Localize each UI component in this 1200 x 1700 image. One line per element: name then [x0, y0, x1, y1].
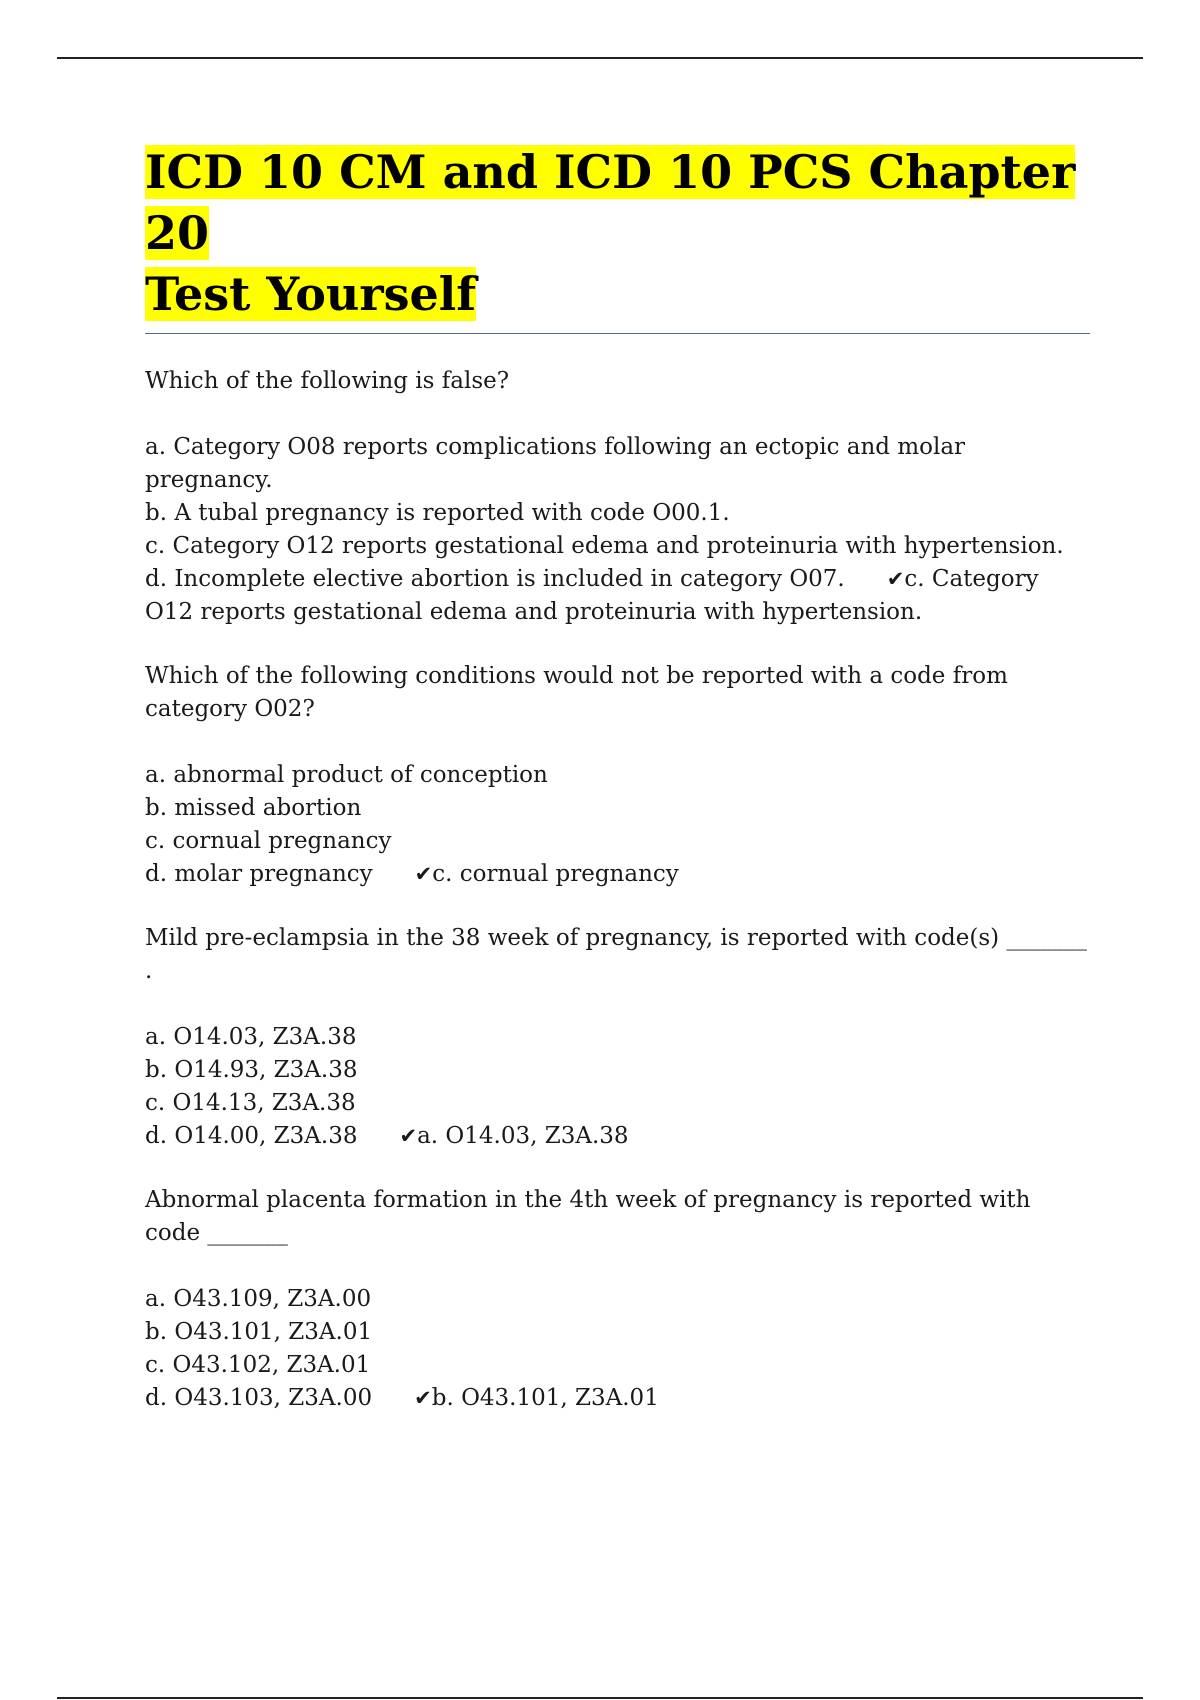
checkmark-icon: ✔ [399, 1124, 418, 1148]
question-list [145, 365, 1090, 1415]
option-list [145, 1283, 1090, 1415]
question-text: Which of the following is false? [145, 368, 510, 394]
page-top-rule [57, 57, 1143, 59]
answer [415, 861, 679, 887]
option-a: a. Category O08 reports complications following an ectopic and molar pregnancy. [145, 434, 966, 493]
title-underline [145, 333, 1090, 334]
answer-text: c. Category O12 reports gestational edema and proteinuria with hypertension. [145, 566, 1039, 625]
title-line-2: Test Yourself [145, 267, 477, 321]
option-a: a. abnormal product of conception [145, 762, 548, 788]
option-b: b. missed abortion [145, 795, 362, 821]
option-d-with-answer [145, 563, 1090, 629]
option-b: b. O43.101, Z3A.01 [145, 1319, 373, 1345]
checkmark-icon: ✔ [414, 1386, 432, 1410]
document-body [145, 142, 1090, 1446]
option-d: d. molar pregnancy [145, 861, 373, 887]
option-list [145, 1021, 1090, 1153]
answer-text: b. O43.101, Z3A.01 [431, 1385, 659, 1411]
option-list [145, 759, 1090, 891]
title-line-1: ICD 10 CM and ICD 10 PCS Chapter 20 [145, 145, 1076, 260]
option-d-with-answer [145, 858, 1090, 891]
page-bottom-rule [57, 1697, 1143, 1699]
question-4 [145, 1184, 1090, 1415]
option-d: d. O14.00, Z3A.38 [145, 1123, 358, 1149]
checkmark-icon: ✔ [886, 567, 905, 591]
option-c: c. cornual pregnancy [145, 828, 392, 854]
option-a: a. O43.109, Z3A.00 [145, 1286, 372, 1312]
question-3 [145, 922, 1090, 1153]
question-text: Abnormal placenta formation in the 4th week of pregnancy is reported with code _______ [145, 1187, 1031, 1246]
option-d-with-answer [145, 1120, 1090, 1153]
option-d: d. O43.103, Z3A.00 [145, 1385, 373, 1411]
answer-text: c. cornual pregnancy [432, 861, 679, 887]
question-text: Which of the following conditions would not be reported with a code from category O02? [145, 663, 1008, 722]
answer-text: a. O14.03, Z3A.38 [417, 1123, 629, 1149]
checkmark-icon: ✔ [414, 862, 433, 886]
option-b: b. O14.93, Z3A.38 [145, 1057, 358, 1083]
question-1 [145, 365, 1090, 629]
option-d: d. Incomplete elective abortion is included in category O07. [145, 566, 845, 592]
option-c: c. O43.102, Z3A.01 [145, 1352, 371, 1378]
option-a: a. O14.03, Z3A.38 [145, 1024, 357, 1050]
option-d-with-answer [145, 1382, 1090, 1415]
option-c: c. Category O12 reports gestational edema and proteinuria with hypertension. [145, 533, 1064, 559]
document-title [145, 142, 1090, 325]
option-b: b. A tubal pregnancy is reported with code O00.1. [145, 500, 730, 526]
option-list [145, 431, 1090, 629]
question-text: Mild pre-eclampsia in the 38 week of pregnancy, is reported with code(s) _______ . [145, 925, 1087, 984]
question-2 [145, 660, 1090, 891]
answer [399, 1123, 628, 1149]
option-c: c. O14.13, Z3A.38 [145, 1090, 356, 1116]
answer [414, 1385, 659, 1411]
